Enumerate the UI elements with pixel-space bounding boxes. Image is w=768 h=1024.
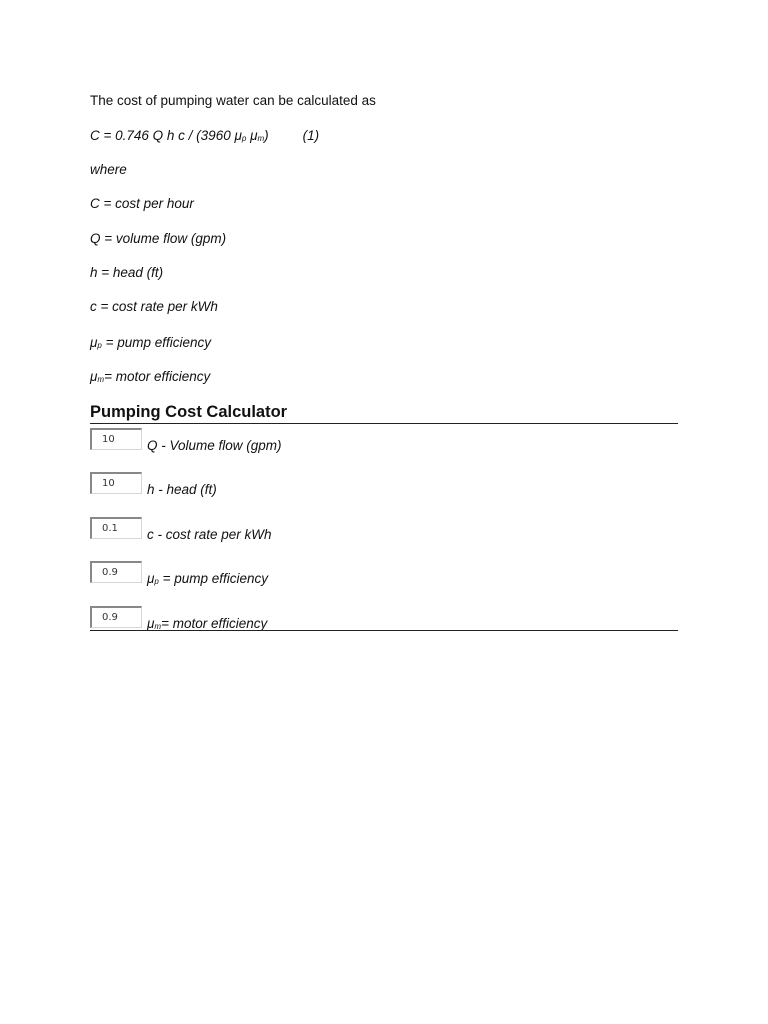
- where-label: where: [90, 162, 127, 177]
- definition-text: = motor efficiency: [104, 369, 211, 384]
- field-row-volume-flow: [90, 428, 678, 454]
- equation-m-subscript: m: [257, 134, 265, 143]
- field-row-head: [90, 472, 678, 498]
- motor-efficiency-label: [147, 616, 267, 631]
- mu-subscript: m: [97, 375, 105, 384]
- head-input[interactable]: [90, 472, 142, 494]
- mu-symbol: μ: [90, 369, 98, 384]
- mu-symbol: μ: [147, 571, 155, 586]
- mu-subscript: p: [97, 341, 102, 350]
- head-label: h - head (ft): [147, 482, 217, 497]
- cost-rate-label: c - cost rate per kWh: [147, 527, 272, 542]
- equation-main: C = 0.746 Q h c / (3960 μ: [90, 128, 242, 143]
- intro-text: The cost of pumping water can be calculated as: [90, 93, 376, 108]
- calculator-title: Pumping Cost Calculator: [90, 403, 288, 421]
- definition-cost-rate: c = cost rate per kWh: [90, 299, 218, 314]
- calculator-top-rule: [90, 423, 678, 424]
- definition-motor-efficiency: [90, 369, 210, 384]
- field-row-motor-efficiency: [90, 606, 678, 632]
- equation-close: ): [264, 128, 269, 143]
- definition-text: = pump efficiency: [101, 335, 212, 350]
- definition-pump-efficiency: [90, 335, 211, 350]
- definition-cost: C = cost per hour: [90, 196, 194, 211]
- calculator-bottom-rule: [90, 630, 678, 631]
- label-text: = motor efficiency: [161, 616, 268, 631]
- label-text: = pump efficiency: [158, 571, 269, 586]
- volume-flow-input[interactable]: [90, 428, 142, 450]
- equation-mid: μ: [246, 128, 258, 143]
- volume-flow-label: Q - Volume flow (gpm): [147, 438, 282, 453]
- equation-p-subscript: p: [241, 134, 247, 143]
- pump-efficiency-label: [147, 571, 268, 586]
- definition-head: h = head (ft): [90, 265, 164, 280]
- motor-efficiency-input[interactable]: [90, 606, 142, 628]
- cost-rate-input[interactable]: [90, 517, 142, 539]
- mu-symbol: μ: [147, 616, 155, 631]
- equation-number: (1): [302, 128, 320, 143]
- pump-efficiency-input[interactable]: [90, 561, 142, 583]
- mu-symbol: μ: [90, 335, 98, 350]
- mu-subscript: m: [154, 622, 162, 631]
- cost-equation: [90, 128, 319, 143]
- field-row-cost-rate: [90, 517, 678, 543]
- mu-subscript: p: [154, 577, 159, 586]
- field-row-pump-efficiency: [90, 561, 678, 587]
- definition-flow: Q = volume flow (gpm): [90, 231, 227, 246]
